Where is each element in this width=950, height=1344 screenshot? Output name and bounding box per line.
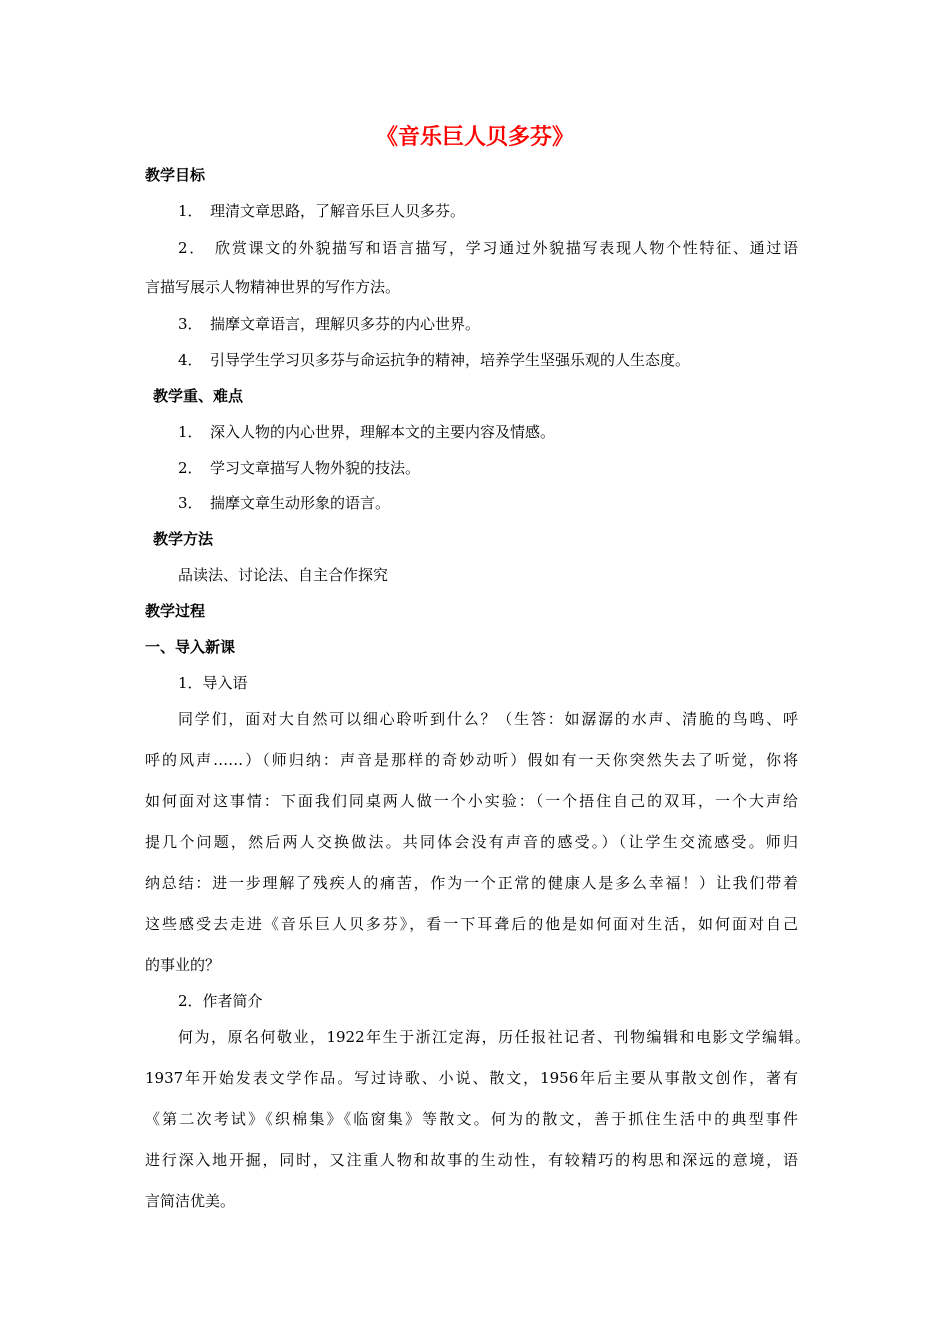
intro-paragraph-line: 同学们，面对大自然可以细心聆听到什么？（生答：如潺潺的水声、清脆的鸟鸣、呼 bbox=[178, 710, 798, 728]
author-paragraph-line: 何为，原名何敬业，1922年生于浙江定海，历任报社记者、刊物编辑和电影文学编辑。 bbox=[178, 1028, 810, 1046]
process-heading: 教学过程 bbox=[145, 602, 206, 620]
goal-item: 4． 引导学生学习贝多芬与命运抗争的精神，培养学生坚强乐观的人生态度。 bbox=[178, 351, 691, 369]
key-points-heading: 教学重、难点 bbox=[153, 387, 244, 405]
author-label: 2．作者简介 bbox=[178, 992, 263, 1010]
methods-text: 品读法、讨论法、自主合作探究 bbox=[178, 566, 389, 584]
author-paragraph-line: 进行深入地开掘，同时，又注重人物和故事的生动性，有较精巧的构思和深远的意境，语 bbox=[145, 1151, 798, 1169]
intro-section-heading: 一、导入新课 bbox=[145, 638, 236, 656]
goals-heading: 教学目标 bbox=[145, 166, 206, 184]
goal-item: 1． 理清文章思路，了解音乐巨人贝多芬。 bbox=[178, 202, 466, 220]
author-paragraph-line: 言简洁优美。 bbox=[145, 1192, 236, 1210]
key-point-item: 3． 揣摩文章生动形象的语言。 bbox=[178, 494, 391, 512]
author-paragraph-line: 《第二次考试》《织棉集》《临窗集》等散文。何为的散文，善于抓住生活中的典型事件 bbox=[145, 1110, 798, 1128]
intro-paragraph-line: 提几个问题，然后两人交换做法。共同体会没有声音的感受。）（让学生交流感受。师归 bbox=[145, 833, 798, 851]
intro-paragraph-line: 的事业的？ bbox=[145, 956, 221, 974]
goal-item: 2． 欣赏课文的外貌描写和语言描写，学习通过外貌描写表现人物个性特征、通过语 bbox=[178, 239, 798, 257]
intro-paragraph-line: 呼的风声……）（师归纳：声音是那样的奇妙动听）假如有一天你突然失去了听觉，你将 bbox=[145, 751, 798, 769]
key-point-item: 1． 深入人物的内心世界，理解本文的主要内容及情感。 bbox=[178, 423, 556, 441]
author-paragraph-line: 1937年开始发表文学作品。写过诗歌、小说、散文，1956年后主要从事散文创作，著有 bbox=[145, 1069, 798, 1087]
goal-item-continuation: 言描写展示人物精神世界的写作方法。 bbox=[145, 278, 401, 296]
key-point-item: 2． 学习文章描写人物外貌的技法。 bbox=[178, 459, 421, 477]
intro-paragraph-line: 这些感受去走进《音乐巨人贝多芬》，看一下耳聋后的他是如何面对生活，如何面对自己 bbox=[145, 915, 798, 933]
methods-heading: 教学方法 bbox=[153, 530, 214, 548]
intro-paragraph-line: 纳总结：进一步理解了残疾人的痛苦，作为一个正常的健康人是多么幸福！）让我们带着 bbox=[145, 874, 798, 892]
goal-item: 3． 揣摩文章语言，理解贝多芬的内心世界。 bbox=[178, 315, 481, 333]
intro-label: 1．导入语 bbox=[178, 674, 248, 692]
intro-paragraph-line: 如何面对这事情：下面我们同桌两人做一个小实验：（一个捂住自己的双耳，一个大声给 bbox=[145, 792, 798, 810]
document-title: 《音乐巨人贝多芬》 bbox=[375, 125, 574, 150]
